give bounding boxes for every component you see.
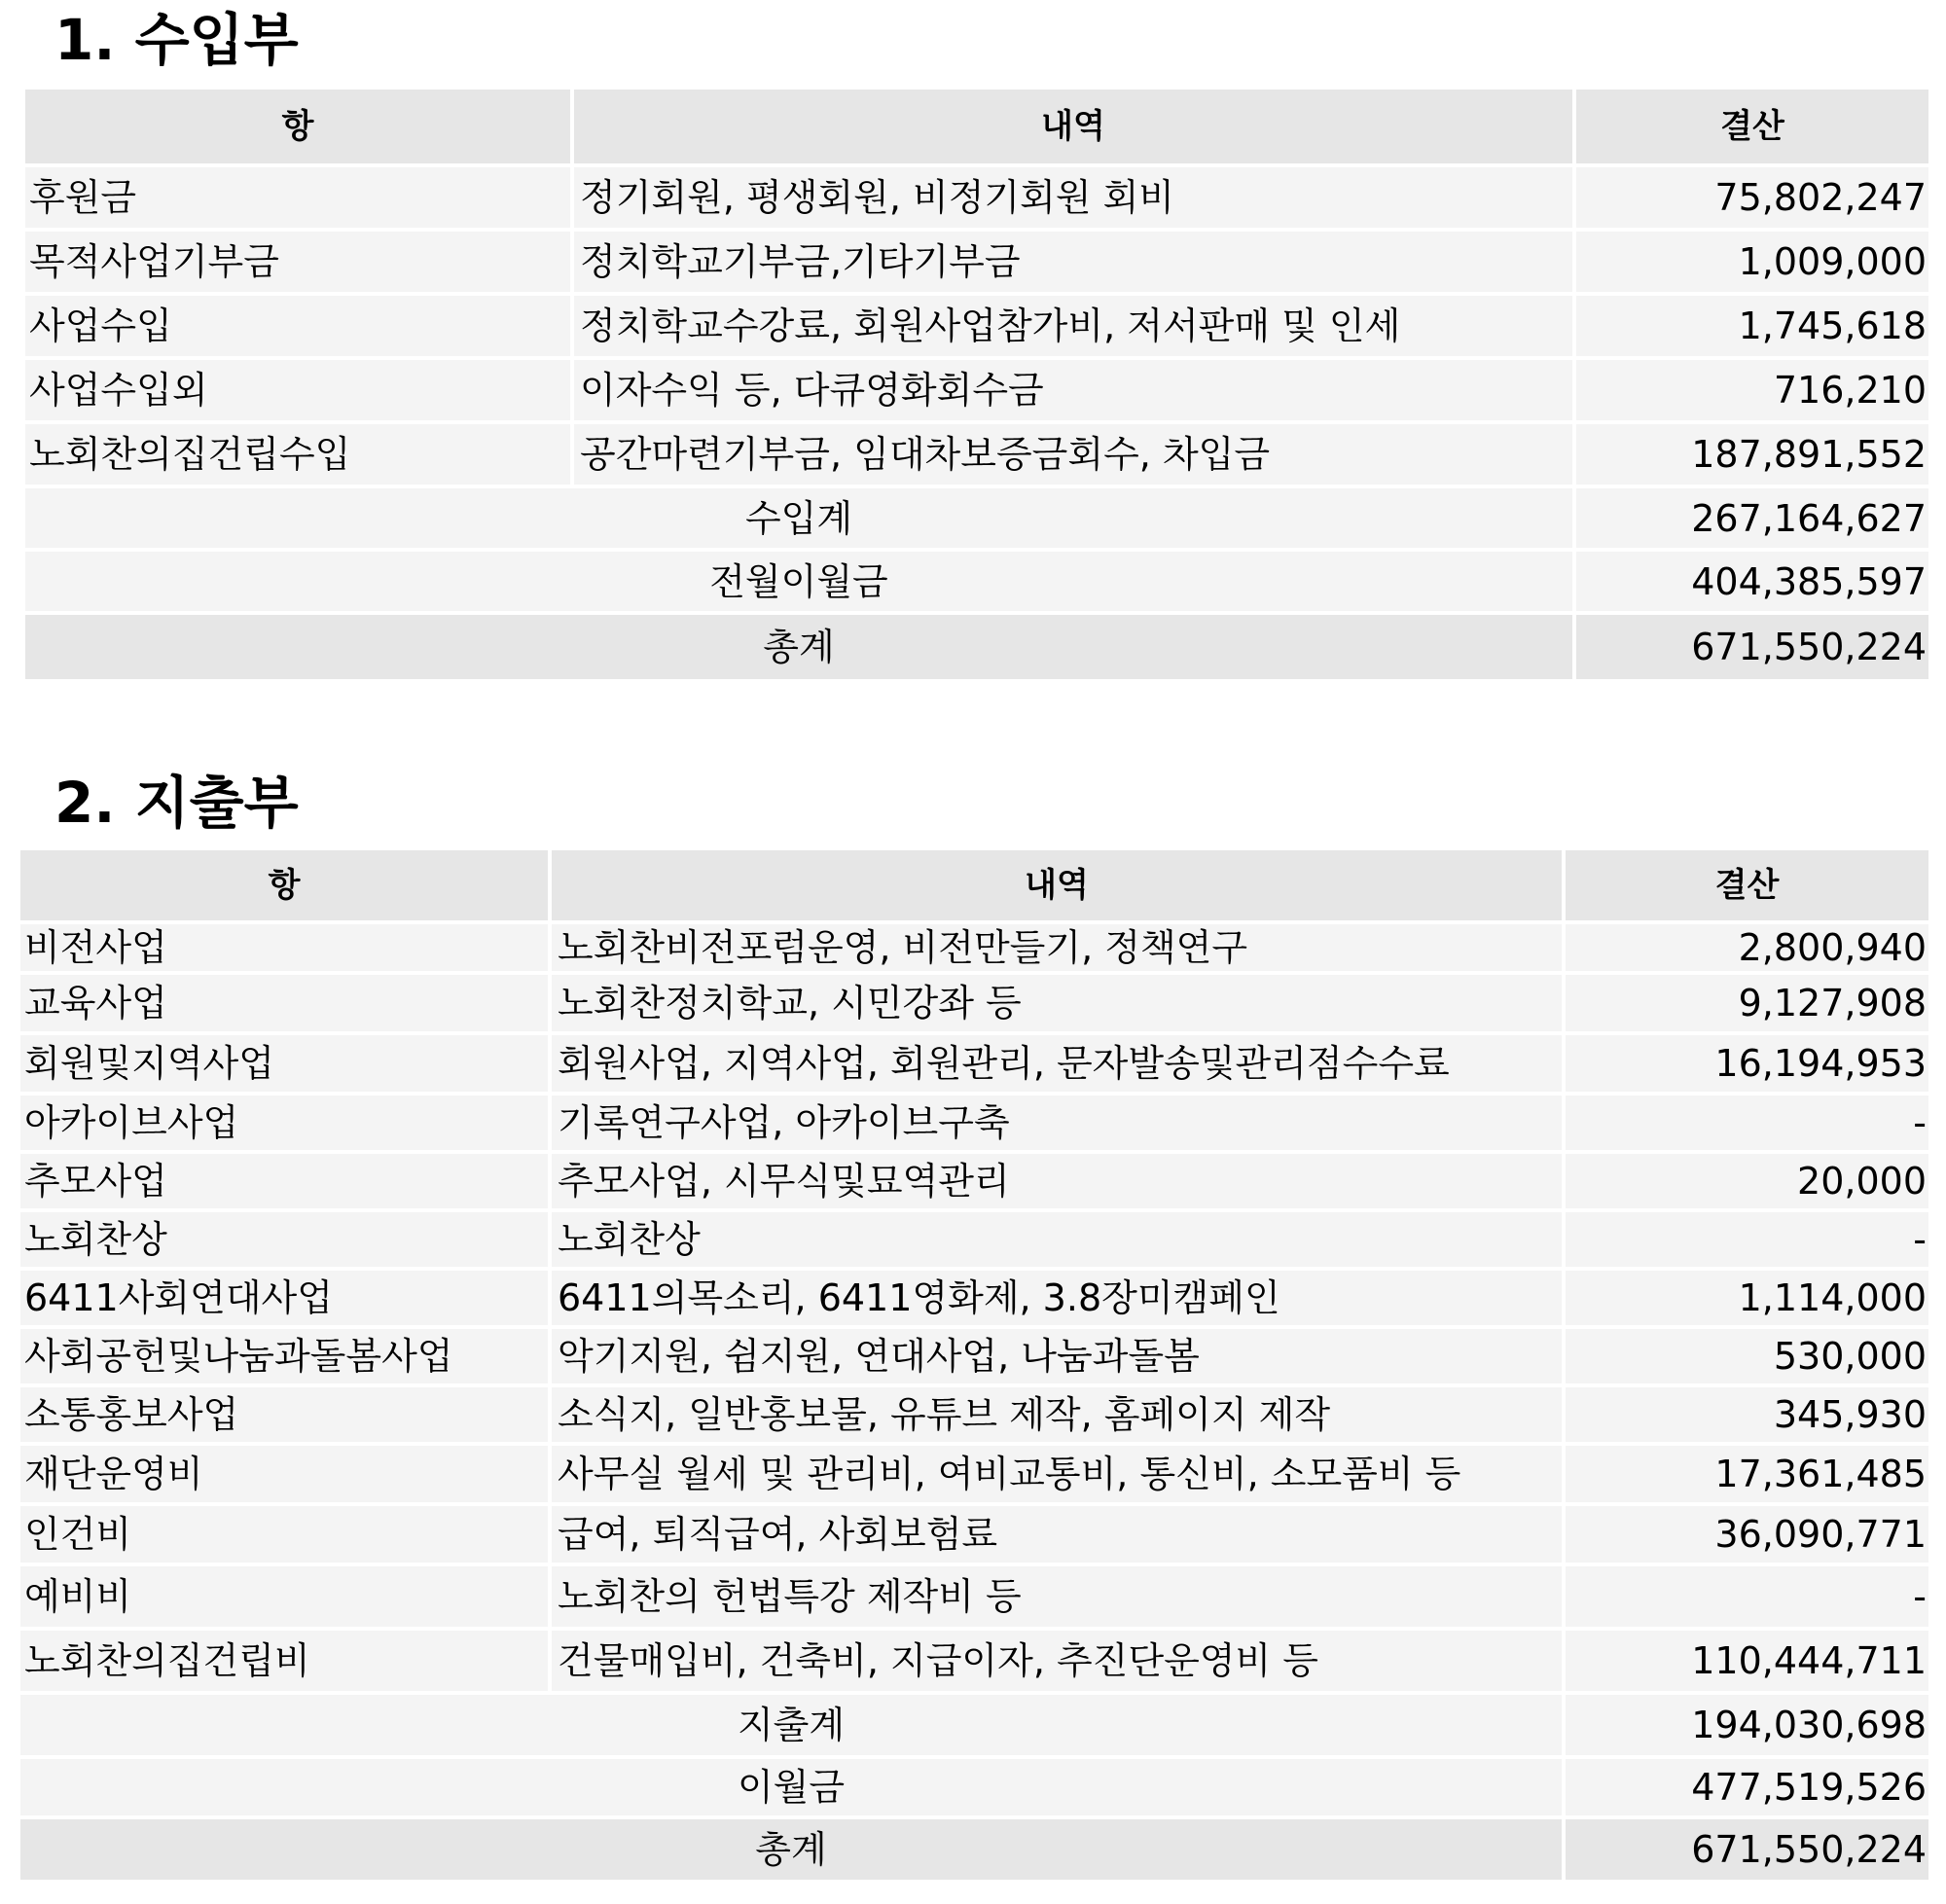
expense-row-desc: 노회찬의 헌법특강 제작비 등	[552, 1566, 1562, 1627]
income-row-desc: 정치학교기부금,기타기부금	[574, 232, 1572, 292]
expense-row-item: 재단운영비	[20, 1446, 548, 1502]
expense-subtotal-label: 지출계	[20, 1695, 1562, 1755]
income-row-desc: 정치학교수강료, 회원사업참가비, 저서판매 및 인세	[574, 296, 1572, 356]
income-row-amount: 187,891,552	[1576, 424, 1928, 485]
income-row-item: 사업수입외	[25, 360, 570, 420]
expense-row-item: 비전사업	[20, 924, 548, 971]
header-item: 항	[25, 90, 570, 163]
expense-row-desc: 급여, 퇴직급여, 사회보험료	[552, 1506, 1562, 1563]
expense-row-desc: 기록연구사업, 아카이브구축	[552, 1096, 1562, 1150]
expense-row-item: 사회공헌및나눔과돌봄사업	[20, 1329, 548, 1383]
expense-row-desc: 6411의목소리, 6411영화제, 3.8장미캠페인	[552, 1271, 1562, 1325]
expense-row-item: 교육사업	[20, 975, 548, 1031]
expense-row-amount: -	[1566, 1212, 1928, 1267]
expense-row-item: 노회찬상	[20, 1212, 548, 1267]
header-amount: 결산	[1566, 850, 1928, 920]
expense-row-amount: 17,361,485	[1566, 1446, 1928, 1502]
income-total-label: 총계	[25, 615, 1572, 679]
income-row-amount: 716,210	[1576, 360, 1928, 420]
expense-total-label: 총계	[20, 1819, 1562, 1880]
expense-row-amount: 1,114,000	[1566, 1271, 1928, 1325]
expense-row-desc: 소식지, 일반홍보물, 유튜브 제작, 홈페이지 제작	[552, 1387, 1562, 1442]
header-desc: 내역	[574, 90, 1572, 163]
income-row-item: 사업수입	[25, 296, 570, 356]
expense-row-amount: 20,000	[1566, 1154, 1928, 1208]
income-row-desc: 이자수익 등, 다큐영화회수금	[574, 360, 1572, 420]
income-row-item: 후원금	[25, 167, 570, 228]
header-desc: 내역	[552, 850, 1562, 920]
expense-row-amount: -	[1566, 1566, 1928, 1627]
expense-row-desc: 노회찬정치학교, 시민강좌 등	[552, 975, 1562, 1031]
expense-row-desc: 노회찬상	[552, 1212, 1562, 1267]
expense-row-desc: 악기지원, 쉼지원, 연대사업, 나눔과돌봄	[552, 1329, 1562, 1383]
expense-row-desc: 추모사업, 시무식및묘역관리	[552, 1154, 1562, 1208]
income-subtotal-label: 수입계	[25, 488, 1572, 548]
income-table	[25, 90, 1928, 679]
expense-row-amount: 345,930	[1566, 1387, 1928, 1442]
expense-subtotal-amount: 194,030,698	[1566, 1695, 1928, 1755]
expense-row-desc: 건물매입비, 건축비, 지급이자, 추진단운영비 등	[552, 1631, 1562, 1691]
header-amount: 결산	[1576, 90, 1928, 163]
expense-row-desc: 회원사업, 지역사업, 회원관리, 문자발송및관리점수수료	[552, 1035, 1562, 1092]
expense-table	[20, 850, 1928, 1880]
income-section-title: 1. 수입부	[54, 7, 299, 73]
expense-row-item: 소통홍보사업	[20, 1387, 548, 1442]
income-subtotal-amount: 267,164,627	[1576, 488, 1928, 548]
expense-row-item: 노회찬의집건립비	[20, 1631, 548, 1691]
income-row-amount: 1,009,000	[1576, 232, 1928, 292]
carryover-in-amount: 404,385,597	[1576, 552, 1928, 611]
expense-row-item: 예비비	[20, 1566, 548, 1627]
expense-row-amount: 530,000	[1566, 1329, 1928, 1383]
income-total-amount: 671,550,224	[1576, 615, 1928, 679]
expense-section-title: 2. 지출부	[54, 770, 299, 836]
income-row-desc: 공간마련기부금, 임대차보증금회수, 차입금	[574, 424, 1572, 485]
expense-row-amount: 2,800,940	[1566, 924, 1928, 971]
expense-row-item: 추모사업	[20, 1154, 548, 1208]
carryover-out-label: 이월금	[20, 1759, 1562, 1815]
expense-row-desc: 노회찬비전포럼운영, 비전만들기, 정책연구	[552, 924, 1562, 971]
income-row-amount: 75,802,247	[1576, 167, 1928, 228]
expense-row-amount: 16,194,953	[1566, 1035, 1928, 1092]
expense-total-amount: 671,550,224	[1566, 1819, 1928, 1880]
expense-row-amount: 36,090,771	[1566, 1506, 1928, 1563]
income-row-amount: 1,745,618	[1576, 296, 1928, 356]
income-row-item: 목적사업기부금	[25, 232, 570, 292]
expense-row-item: 회원및지역사업	[20, 1035, 548, 1092]
expense-row-item: 6411사회연대사업	[20, 1271, 548, 1325]
expense-row-item: 아카이브사업	[20, 1096, 548, 1150]
expense-row-amount: 110,444,711	[1566, 1631, 1928, 1691]
expense-row-amount: 9,127,908	[1566, 975, 1928, 1031]
expense-row-amount: -	[1566, 1096, 1928, 1150]
income-row-desc: 정기회원, 평생회원, 비정기회원 회비	[574, 167, 1572, 228]
header-item: 항	[20, 850, 548, 920]
income-row-item: 노회찬의집건립수입	[25, 424, 570, 485]
carryover-out-amount: 477,519,526	[1566, 1759, 1928, 1815]
expense-row-desc: 사무실 월세 및 관리비, 여비교통비, 통신비, 소모품비 등	[552, 1446, 1562, 1502]
carryover-in-label: 전월이월금	[25, 552, 1572, 611]
expense-row-item: 인건비	[20, 1506, 548, 1563]
